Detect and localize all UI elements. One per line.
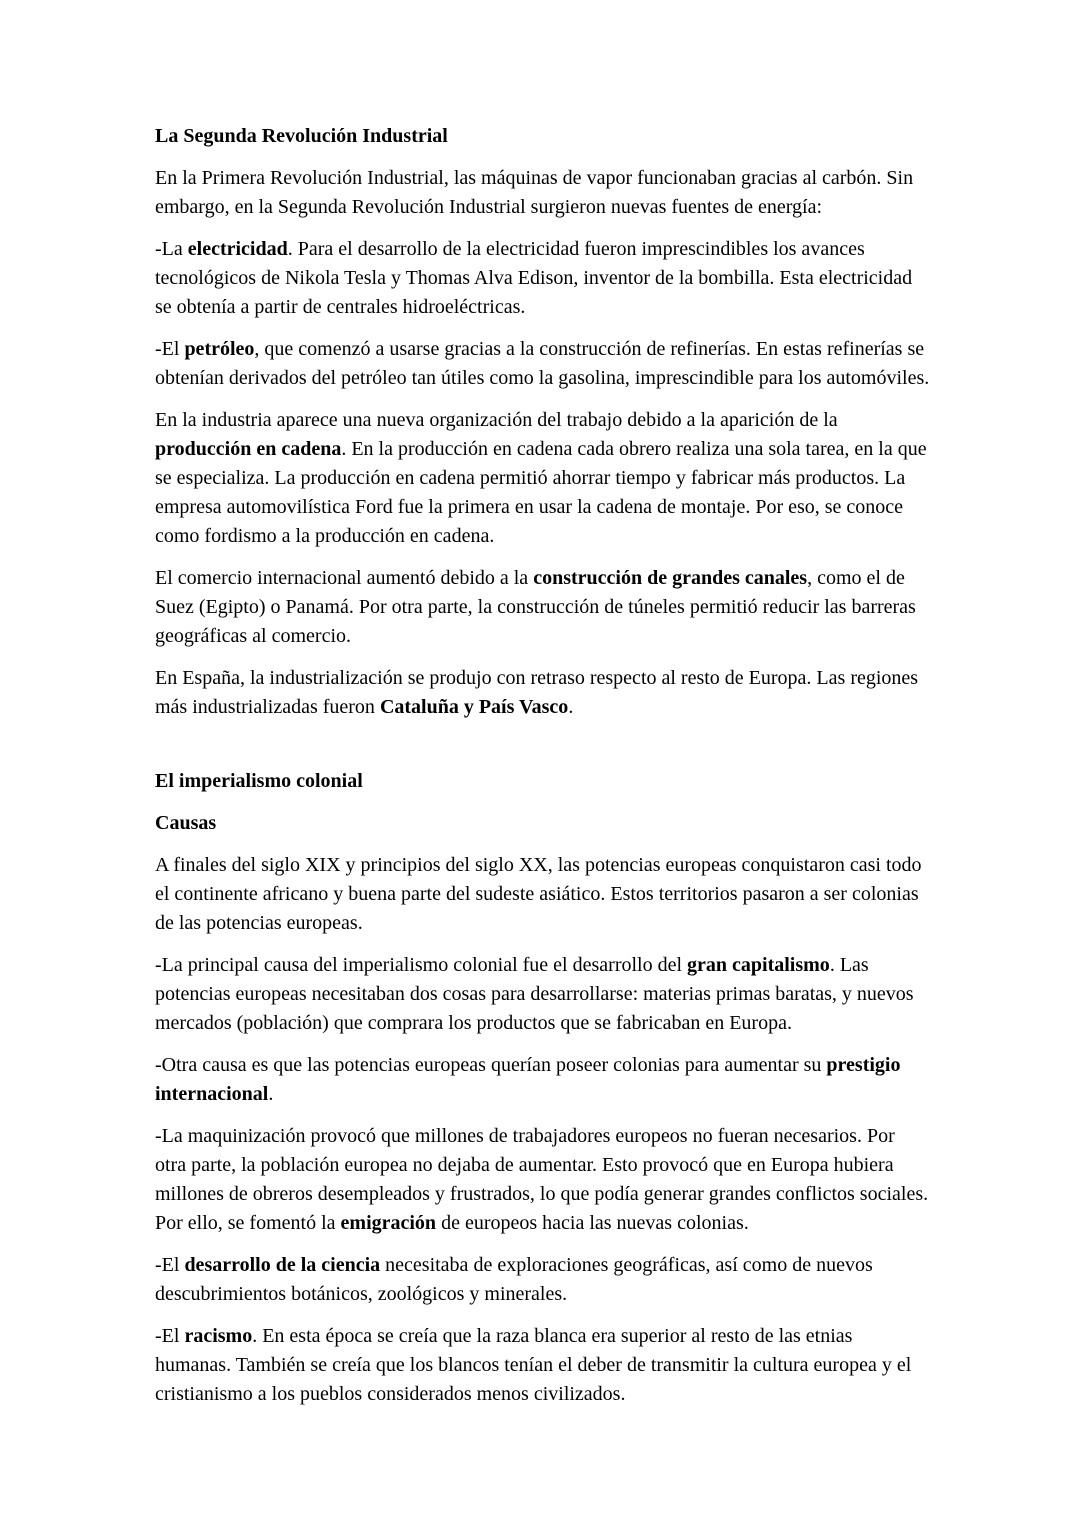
text-run: . bbox=[268, 1083, 274, 1105]
text-run: . Las potencias europeas necesitaban dos cosas para desarrollarse: materias primas baratas, y nuevos mercados (población) que comprara los productos que se fabricaban en Europa. bbox=[155, 954, 914, 1034]
paragraph bbox=[155, 851, 930, 938]
bold-text-run: construcción de grandes canales bbox=[533, 567, 808, 589]
paragraph bbox=[155, 664, 930, 722]
document-body bbox=[155, 122, 930, 1409]
bold-text-run: Cataluña y País Vasco bbox=[379, 696, 569, 718]
section-heading bbox=[155, 122, 930, 151]
bold-text-run: desarrollo de la ciencia bbox=[184, 1254, 381, 1276]
bold-text-run: prestigio internacional bbox=[155, 1054, 901, 1105]
bold-text-run: gran capitalismo bbox=[687, 954, 830, 976]
paragraph bbox=[155, 406, 930, 551]
paragraph bbox=[155, 1251, 930, 1309]
text-run: -La principal causa del imperialismo colonial fue el desarrollo del bbox=[155, 954, 688, 976]
text-run: , que comenzó a usarse gracias a la construcción de refinerías. En estas refinerías se obtenían derivados del petróleo tan útiles como la gasolina, imprescindible para los automóviles. bbox=[155, 338, 930, 389]
text-run: . Para el desarrollo de la electricidad fueron imprescindibles los avances tecnológicos de Nikola Tesla y Thomas Alva Edison, inventor de la bombilla. Esta electricidad se obtenía a partir de centrales hidroeléctricas. bbox=[155, 238, 913, 318]
bold-text-run: producción en cadena bbox=[155, 438, 342, 460]
bold-text-run: El imperialismo colonial bbox=[155, 770, 363, 792]
bold-text-run: emigración bbox=[340, 1212, 437, 1234]
paragraph bbox=[155, 1322, 930, 1409]
text-run: En la Primera Revolución Industrial, las máquinas de vapor funcionaban gracias al carbón. Sin embargo, en la Segunda Revolución Industrial surgieron nuevas fuentes de energía: bbox=[155, 167, 914, 218]
text-run: El comercio internacional aumentó debido a la bbox=[155, 567, 534, 589]
text-run: de europeos hacia las nuevas colonias. bbox=[436, 1212, 749, 1234]
paragraph bbox=[155, 235, 930, 322]
text-run: necesitaba de exploraciones geográficas, así como de nuevos descubrimientos botánicos, zoológicos y minerales. bbox=[155, 1254, 873, 1305]
text-run: En la industria aparece una nueva organización del trabajo debido a la aparición de la bbox=[155, 409, 838, 431]
bold-text-run: racismo bbox=[184, 1325, 253, 1347]
text-run: A finales del siglo XIX y principios del siglo XX, las potencias europeas conquistaron casi todo el continente africano y buena parte del sudeste asiático. Estos territorios pasaron a ser colonias de las potencias europeas. bbox=[155, 854, 922, 934]
text-run: En España, la industrialización se produjo con retraso respecto al resto de Europa. Las regiones más industrializadas fueron bbox=[155, 667, 919, 718]
section-heading bbox=[155, 809, 930, 838]
section-heading bbox=[155, 767, 930, 796]
paragraph bbox=[155, 564, 930, 651]
paragraph bbox=[155, 335, 930, 393]
text-run: -Otra causa es que las potencias europeas querían poseer colonias para aumentar su bbox=[155, 1054, 827, 1076]
bold-text-run: electricidad bbox=[187, 238, 288, 260]
paragraph bbox=[155, 951, 930, 1038]
text-run: -El bbox=[155, 1254, 185, 1276]
paragraph bbox=[155, 1051, 930, 1109]
paragraph bbox=[155, 164, 930, 222]
bold-text-run: petróleo bbox=[184, 338, 255, 360]
text-run: . bbox=[568, 696, 574, 718]
text-run: -El bbox=[155, 338, 185, 360]
text-run: . En esta época se creía que la raza blanca era superior al resto de las etnias humanas. También se creía que los blancos tenían el deber de transmitir la cultura europea y el cristianismo a los pueblos considerados menos civilizados. bbox=[155, 1325, 912, 1405]
text-run: , como el de Suez (Egipto) o Panamá. Por otra parte, la construcción de túneles permitió reducir las barreras geográficas al comercio. bbox=[155, 567, 916, 647]
paragraph bbox=[155, 1122, 930, 1238]
text-run: -El bbox=[155, 1325, 185, 1347]
text-run: -La bbox=[155, 238, 188, 260]
bold-text-run: La Segunda Revolución Industrial bbox=[155, 125, 448, 147]
bold-text-run: Causas bbox=[155, 812, 217, 834]
text-run: . En la producción en cadena cada obrero realiza una sola tarea, en la que se especializa. La producción en cadena permitió ahorrar tiempo y fabricar más productos. La empresa automovilística Ford fue la primera en usar la cadena de montaje. Por eso, se conoce como fordismo a la producción en cadena. bbox=[155, 438, 927, 547]
text-run: -La maquinización provocó que millones de trabajadores europeos no fueran necesarios. Por otra parte, la población europea no dejaba de aumentar. Esto provocó que en Europa hubiera millones de obreros desempleados y frustrados, lo que podía generar grandes conflictos sociales. Por ello, se fomentó la bbox=[155, 1125, 929, 1234]
